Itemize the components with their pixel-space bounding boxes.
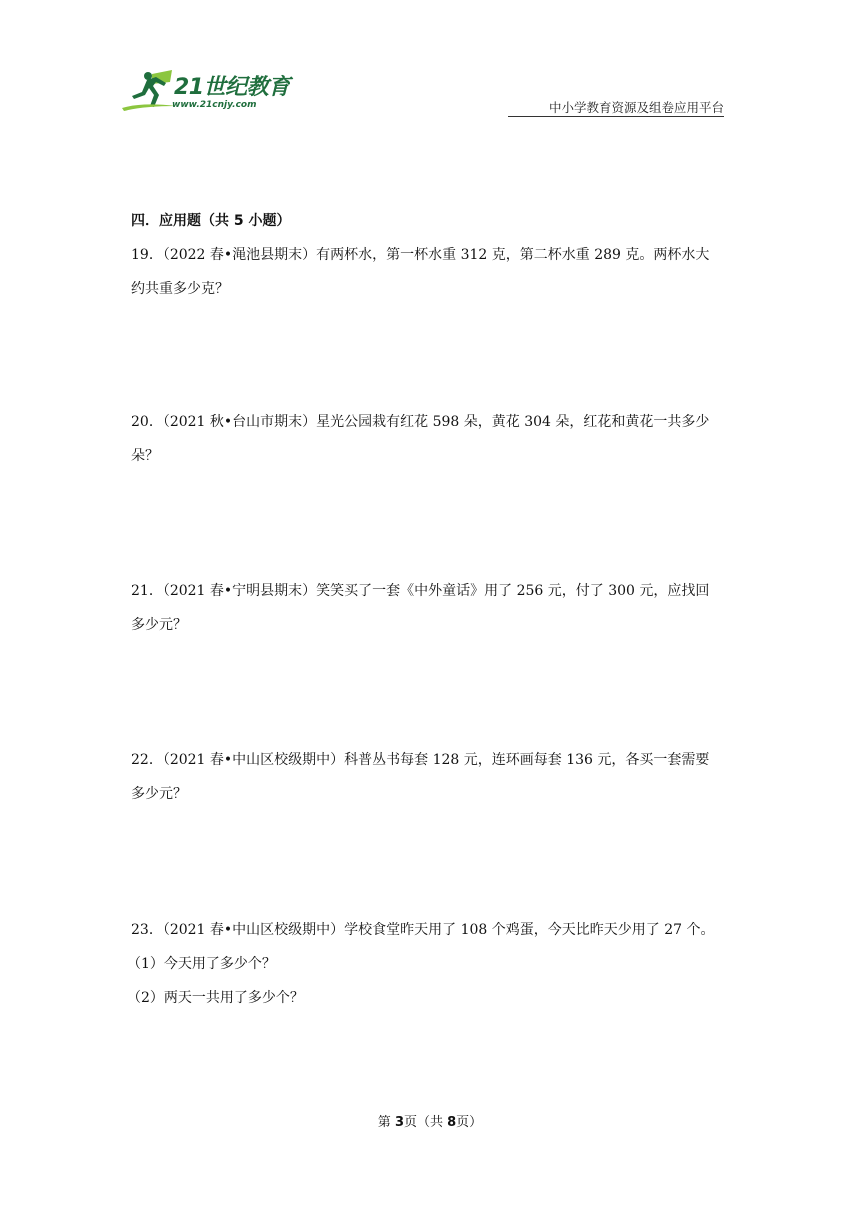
footer-middle: 页（共 [403,1115,448,1130]
question-21 [131,574,731,642]
platform-name: 中小学教育资源及组卷应用平台 [548,100,724,115]
question-line: 21．（2021 春•宁明县期末）笑笑买了一套《中外童话》用了 256 元，付了 300 元，应找回 [131,583,710,599]
logo [122,68,292,116]
question-19 [131,238,731,306]
sub-question-2: （2）两天一共用了多少个？ [127,990,304,1006]
current-page-number: 3 [394,1115,404,1130]
question-line: 多少元？ [131,617,187,633]
header-divider [508,116,724,117]
question-line: 20．（2021 秋•台山市期末）星光公园栽有红花 598 朵，黄花 304 朵，红花和黄花一共多少 [131,414,710,430]
logo-url: www.21cnjy.com [172,100,257,110]
sub-question-1: （1）今天用了多少个？ [127,956,276,972]
logo-text: 21世纪教育 [174,75,290,100]
question-23 [127,913,731,1015]
footer-suffix: 页） [456,1115,483,1130]
question-line: 约共重多少克？ [131,281,229,297]
question-line: 22．（2021 春•中山区校级期中）科普丛书每套 128 元，连环画每套 136 元，各买一套需要 [131,752,710,768]
question-22 [131,743,731,811]
total-page-count: 8 [447,1115,457,1130]
runner-logo-icon [122,68,178,112]
question-line: 23．（2021 春•中山区校级期中）学校食堂昨天用了 108 个鸡蛋，今天比昨天少用了 27 个。 [131,922,715,938]
question-line: 多少元？ [131,786,187,802]
section-title: 四．应用题（共 5 小题） [131,213,291,229]
question-20 [131,405,731,473]
footer-prefix: 第 [377,1115,395,1130]
page-footer [0,1111,860,1130]
question-line: 朵？ [131,448,159,464]
question-line: 19．（2022 春•渑池县期末）有两杯水，第一杯水重 312 克，第二杯水重 289 克。两杯水大 [131,247,710,263]
